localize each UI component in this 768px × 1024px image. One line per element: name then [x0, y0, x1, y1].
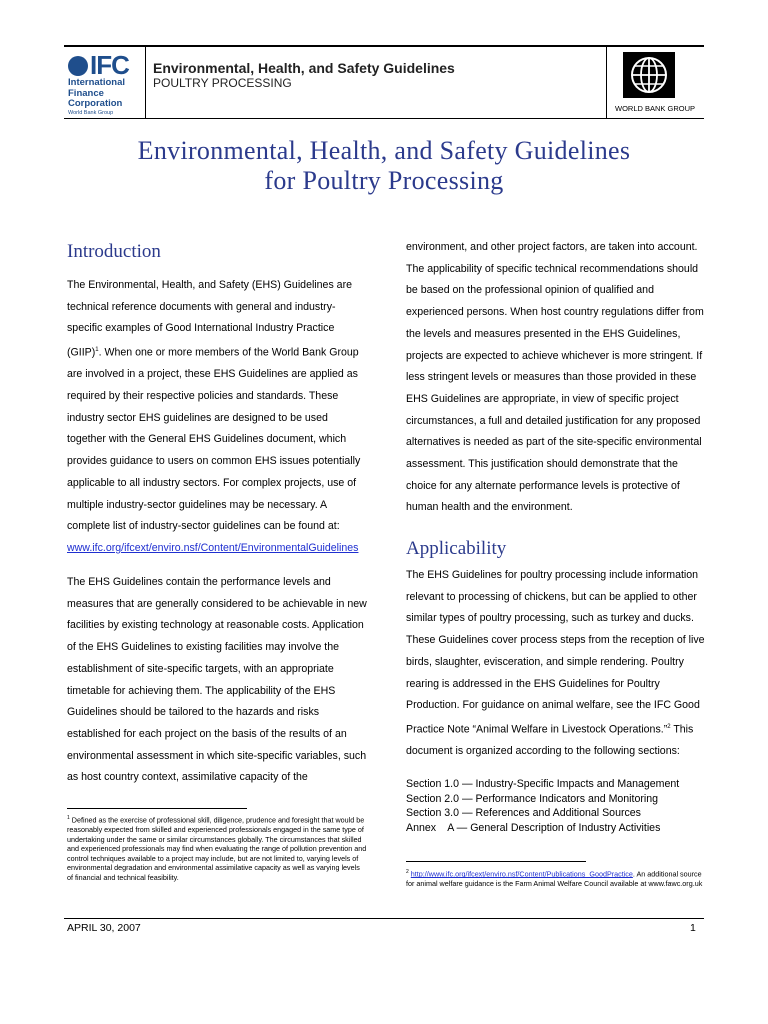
world-bank-label: WORLD BANK GROUP	[615, 104, 696, 113]
footnote-2: $^2$ http://www.ifc.org/ifcext/enviro.nsf/Content/Publications_GoodPractice. An additional source for animal welfare guidance is the Farm Animal Welfare Council available at www.fawc.org.uk	[406, 869, 703, 888]
introduction-heading: Introduction	[67, 241, 161, 262]
ifc-group: World Bank Group	[68, 109, 114, 116]
applicability-paragraph: The EHS Guidelines for poultry processing include information relevant to processing of chickens, but can be applied to other similar types of poultry processing, such as turkey and ducks. These Guidelines cover process steps from the reception of live birds, slaughter, evisceration, and simple rendering. Poultry rearing is addressed in the EHS Guidelines for Poultry Production. For guidance on animal welfare, see the IFC Good Practice Note “Animal Welfare in Livestock Operations.”$^2$ This document is organized according to the following sections:	[406, 569, 705, 758]
globe-icon	[68, 56, 88, 76]
ifc-name-1: International	[68, 77, 126, 88]
list-item: Section 3.0 — References and Additional Sources	[406, 807, 641, 819]
footnote-1: $^1$ Defined as the exercise of professional skill, diligence, prudence and foresight that would be reasonably expected from skilled and experienced professionals engaged in the same type of undertaking under the same or similar circumstances globally. The circumstances that skilled and experienced professionals may find when evaluating the range of pollution prevention and control techniques available to a project may include, but are not limited to, varying levels of environmental degradation and environmental assimilative capacity as well as varying levels of financial and technical feasibility.	[67, 815, 367, 882]
header-divider	[145, 46, 146, 118]
title-line-1: Environmental, Health, and Safety Guidelines	[137, 136, 631, 165]
list-item: Section 2.0 — Performance Indicators and Monitoring	[406, 792, 659, 805]
list-item: Section 1.0 — Industry-Specific Impacts and Management	[406, 778, 680, 790]
footnote-rule-right	[406, 861, 586, 862]
ifc-name-2: Finance	[68, 87, 104, 99]
header-subtitle: POULTRY PROCESSING	[153, 76, 292, 90]
world-bank-globe-icon	[623, 52, 675, 98]
applicability-heading: Applicability	[406, 538, 507, 559]
footer-date: APRIL 30, 2007	[67, 922, 141, 934]
footnote-rule-left	[67, 808, 247, 809]
footer-rule	[64, 918, 704, 919]
guidelines-link[interactable]: www.ifc.org/ifcext/enviro.nsf/Content/EnvironmentalGuidelines	[67, 541, 359, 554]
applicability-intro-paragraph: environment, and other project factors, are taken into account. The applicability of specific technical recommendations should be based on the professional opinion of qualified and experienced persons. When host country regulations differ from the levels and measures presented in the EHS Guidelines, projects are expected to achieve whichever is more stringent. If less stringent levels or measures than those provided in these EHS Guidelines are appropriate, in view of specific project circumstances, a full and detailed justification for any proposed alternatives is needed as part of the site-specific environmental assessment. This justification should demonstrate that the choice for any alternate performance levels is protective of human health and the environment.	[406, 241, 704, 514]
list-item: Annex A — General Description of Industry Activities	[406, 821, 661, 834]
header-bottom-rule	[64, 118, 704, 119]
good-practice-link[interactable]: http://www.ifc.org/ifcext/enviro.nsf/Content/Publications_GoodPractice	[410, 869, 633, 879]
header-title: Environmental, Health, and Safety Guidelines	[153, 60, 455, 76]
page-number: 1	[690, 922, 696, 934]
document-title	[0, 136, 768, 196]
sections-list	[406, 777, 679, 835]
world-bank-logo-box	[606, 46, 703, 118]
intro-paragraph-2: The EHS Guidelines contain the performance levels and measures that are generally considered to be achievable in new facilities by existing technology at reasonable costs. Application of the EHS Guidelines to existing facilities may involve the establishment of site-specific targets, with an appropriate timetable for achieving them. The applicability of the EHS Guidelines should be tailored to the hazards and risks established for each project on the basis of the results of an environmental assessment in which site-specific variables, such as host country context, assimilative capacity of the	[67, 576, 367, 784]
title-line-2: for Poultry Processing	[264, 166, 504, 195]
intro-paragraph-1: The Environmental, Health, and Safety (EHS) Guidelines are technical reference documents with general and industry-specific examples of Good International Industry Practice (GIIP)$^1$. When one or more members of the World Bank Group are involved in a project, these EHS Guidelines are applied as required by their respective policies and standards. These industry sector EHS guidelines are designed to be used together with the General EHS Guidelines document, which provides guidance to users on common EHS issues potentially applicable to all industry sectors. For complex projects, use of multiple industry-sector guidelines may be necessary. A complete list of industry-sector guidelines can be found at: www.ifc.org/ifcext/enviro.nsf/Content/EnvironmentalGuidelines	[67, 279, 361, 554]
ifc-logo: IFC International Finance Corporation World Bank Group	[68, 52, 140, 116]
ifc-name-3: Corporation	[68, 98, 123, 109]
